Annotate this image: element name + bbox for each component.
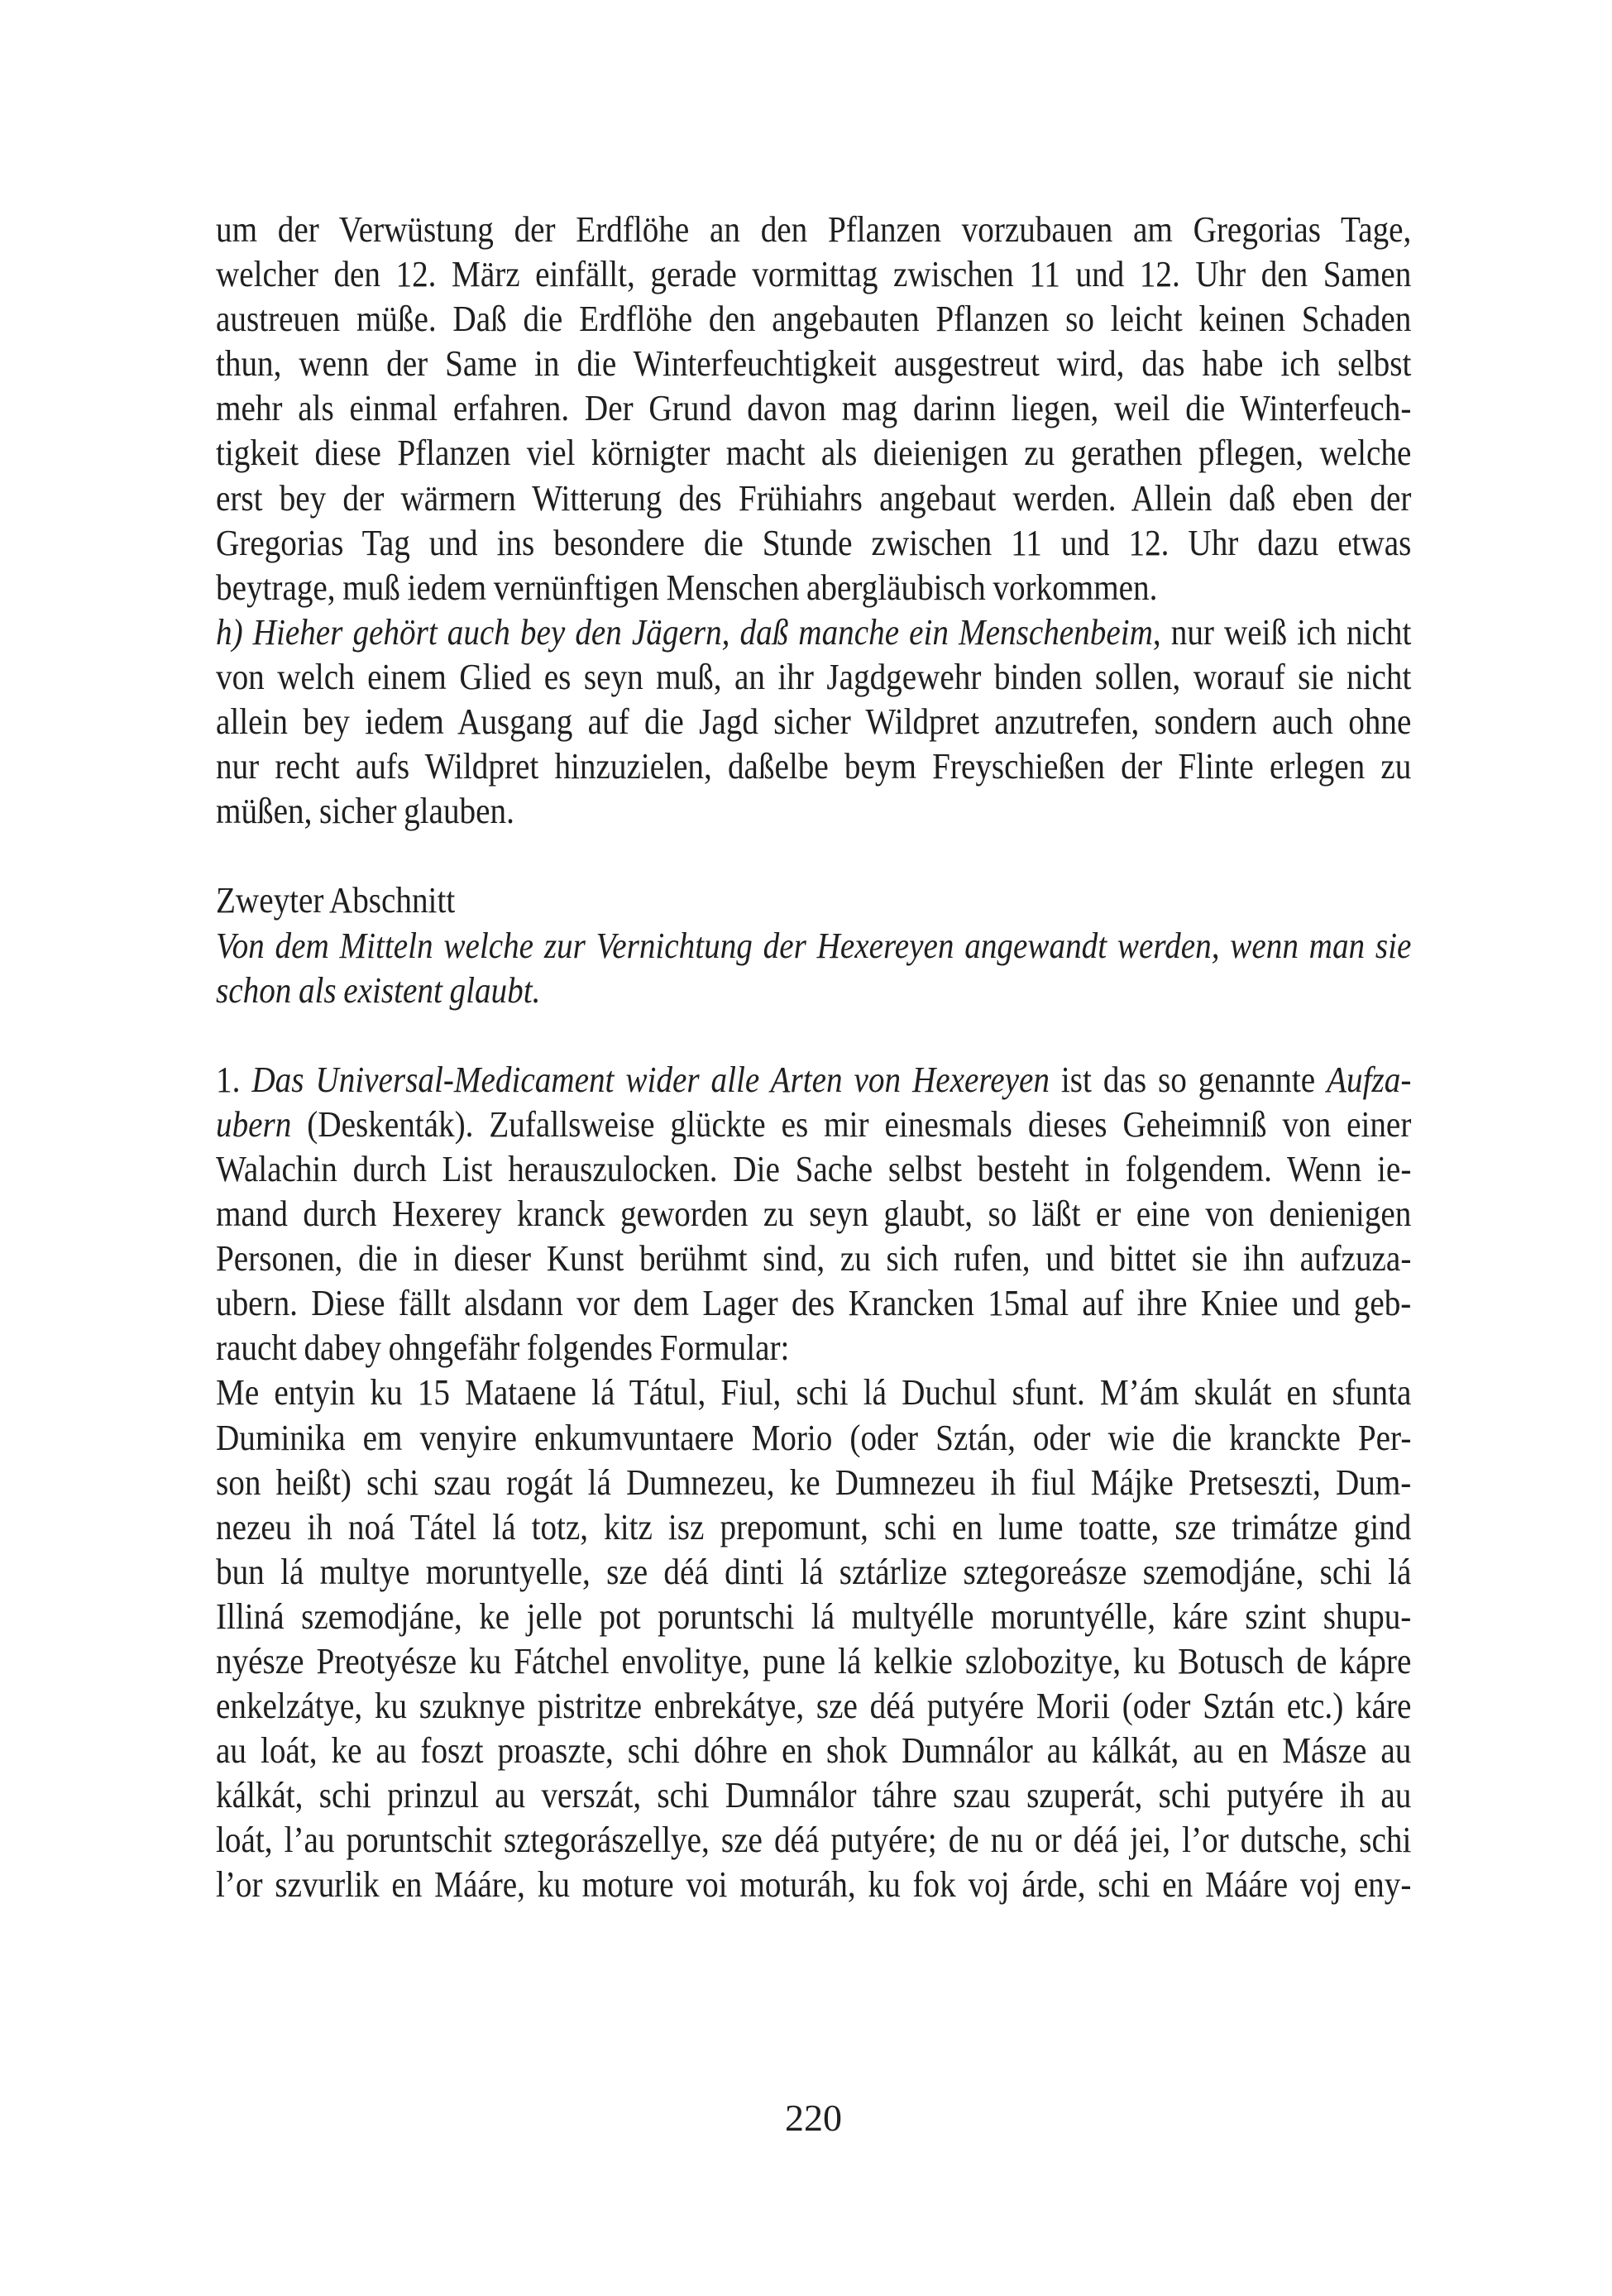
text-line <box>216 789 1411 834</box>
text-segment: mehr als einmal erfahren. Der Grund davon mag darinn liegen, weil die Winterfeuch- <box>216 388 1412 429</box>
text-line <box>216 969 1411 1013</box>
text-line <box>216 431 1411 476</box>
text-segment: austreuen müße. Daß die Erdflöhe den angebauten Pflanzen so leicht keinen Schaden <box>216 299 1412 340</box>
text-segment-italic: Aufza- <box>1327 1059 1412 1100</box>
text-segment-italic: schon als existent glaubt. <box>216 969 541 1011</box>
text-line <box>216 342 1411 386</box>
text-line <box>216 878 1411 923</box>
text-line <box>216 1505 1411 1550</box>
page-number: 220 <box>785 2097 842 2139</box>
text-segment: l’or szvurlik en Mááre, ku moture voi moturáh, ku fok voj árde, schi en Mááre voj eny- <box>216 1864 1412 1906</box>
text-line <box>216 297 1411 342</box>
text-segment: erst bey der wärmern Witterung des Frühiahrs angebaut werden. Allein daß eben der <box>216 477 1412 519</box>
text-segment: Gregorias Tag und ins besondere die Stunde zwischen 11 und 12. Uhr dazu etwas <box>216 522 1412 563</box>
text-line <box>216 1863 1411 1907</box>
text-segment: nezeu ih noá Tátel lá totz, kitz isz prepomunt, schi en lume toatte, sze trimátze gind <box>216 1506 1412 1547</box>
text-segment: ist das so genannte <box>1049 1059 1327 1100</box>
text-line <box>216 1595 1411 1639</box>
text-segment: Illiná szemodjáne, ke jelle pot poruntschi lá multyélle moruntyélle, káre szint shupu- <box>216 1595 1412 1637</box>
text-segment: von welch einem Glied es seyn muß, an ihr Jagdgewehr binden sollen, worauf sie nicht <box>216 656 1412 697</box>
text-line <box>216 208 1411 252</box>
text-line <box>216 1416 1411 1461</box>
text-line <box>216 1639 1411 1684</box>
text-segment-italic: Das Universal-Medicament wider alle Arten von Hexereyen <box>251 1059 1050 1100</box>
text-line <box>216 1461 1411 1505</box>
text-line <box>216 1236 1411 1281</box>
text-line <box>216 924 1411 969</box>
text-segment: Duminika em venyire enkumvuntaere Morio (oder Sztán, oder wie die kranckte Per- <box>216 1417 1412 1458</box>
text-line <box>216 1729 1411 1773</box>
text-segment: allein bey iedem Ausgang auf die Jagd sicher Wildpret anzutrefen, sondern auch ohne <box>216 701 1412 743</box>
text-segment: Walachin durch List herauszulocken. Die Sache selbst besteht in folgendem. Wenn ie- <box>216 1148 1412 1189</box>
text-line <box>216 1192 1411 1236</box>
text-line <box>216 1103 1411 1147</box>
text-segment: mand durch Hexerey kranck geworden zu seyn glaubt, so läßt er eine von denienigen <box>216 1193 1412 1235</box>
text-line <box>216 476 1411 521</box>
text-line <box>216 1550 1411 1595</box>
text-segment: tigkeit diese Pflanzen viel körnigter macht als dieienigen zu gerathen pflegen, welche <box>216 433 1412 474</box>
text-line <box>216 1326 1411 1370</box>
text-segment: son heißt) schi szau rogát lá Dumnezeu, ke Dumnezeu ih fiul Májke Pretseszti, Dum- <box>216 1461 1412 1503</box>
text-segment: au loát, ke au foszt proaszte, schi dóhre en shok Dumnálor au kálkát, au en Másze au <box>216 1730 1412 1772</box>
text-segment: Me entyin ku 15 Mataene lá Tátul, Fiul, schi lá Duchul sfunt. M’ám skulát en sfunta <box>216 1372 1412 1413</box>
text-segment: nyésze Preotyésze ku Fátchel envolitye, pune lá kelkie szlobozitye, ku Botusch de kápre <box>216 1641 1412 1681</box>
text-line <box>216 1058 1411 1103</box>
text-line <box>216 610 1411 655</box>
text-segment: beytrage, muß iedem vernünftigen Menschen abergläubisch vorkommen. <box>216 567 1158 608</box>
text-line <box>216 1773 1411 1818</box>
text-segment: um der Verwüstung der Erdflöhe an den Pflanzen vorzubauen am Gregorias Tage, <box>216 209 1412 250</box>
text-line <box>216 386 1411 431</box>
text-segment: ubern. Diese fällt alsdann vor dem Lager des Krancken 15mal auf ihre Kniee und geb- <box>216 1283 1412 1324</box>
text-block <box>216 208 1411 1908</box>
text-line <box>216 252 1411 297</box>
text-line <box>216 566 1411 610</box>
text-segment-italic: h) Hieher gehört auch bey den Jägern, daß manche ein Menschenbeim <box>216 611 1153 653</box>
text-line <box>216 1281 1411 1326</box>
text-segment: Personen, die in dieser Kunst berühmt sind, zu sich rufen, und bittet sie ihn aufzuza- <box>216 1238 1412 1280</box>
text-segment-italic: ubern <box>216 1103 292 1145</box>
text-line <box>216 1818 1411 1863</box>
text-line <box>216 655 1411 700</box>
text-line <box>216 1684 1411 1729</box>
text-segment: , nur weiß ich nicht <box>1152 611 1412 653</box>
text-segment: raucht dabey ohngefähr folgendes Formular: <box>216 1327 790 1369</box>
text-segment: (Deskenták). Zufallsweise glückte es mir einesmals dieses Geheimniß von einer <box>291 1103 1412 1145</box>
text-segment: müßen, sicher glauben. <box>216 791 514 832</box>
text-segment: Zweyter Abschnitt <box>216 880 456 921</box>
text-segment: nur recht aufs Wildpret hinzuzielen, daßelbe beym Freyschießen der Flinte erlegen zu <box>216 746 1412 787</box>
text-line <box>216 700 1411 744</box>
text-line <box>216 744 1411 789</box>
text-segment: 1. <box>216 1059 252 1100</box>
text-segment: enkelzátye, ku szuknye pistritze enbrekátye, sze déá putyére Morii (oder Sztán etc.) káre <box>216 1686 1412 1727</box>
text-segment: loát, l’au poruntschit sztegorászellye, sze déá putyére; de nu or déá jei, l’or dutsche, schi <box>216 1820 1412 1861</box>
text-segment-italic: Von dem Mitteln welche zur Vernichtung der Hexereyen angewandt werden, wenn man sie <box>216 925 1412 966</box>
text-segment: welcher den 12. März einfällt, gerade vormittag zwischen 11 und 12. Uhr den Samen <box>216 254 1412 295</box>
text-segment: bun lá multye moruntyelle, sze déá dinti lá sztárlize sztegoreásze szemodjáne, schi lá <box>216 1551 1412 1592</box>
text-segment: kálkát, schi prinzul au verszát, schi Dumnálor táhre szau szuperát, schi putyére ih au <box>216 1775 1412 1816</box>
text-line <box>216 521 1411 566</box>
text-segment: thun, wenn der Same in die Winterfeuchtigkeit ausgestreut wird, das habe ich selbst <box>216 343 1412 385</box>
text-line <box>216 1147 1411 1192</box>
text-line <box>216 1370 1411 1415</box>
